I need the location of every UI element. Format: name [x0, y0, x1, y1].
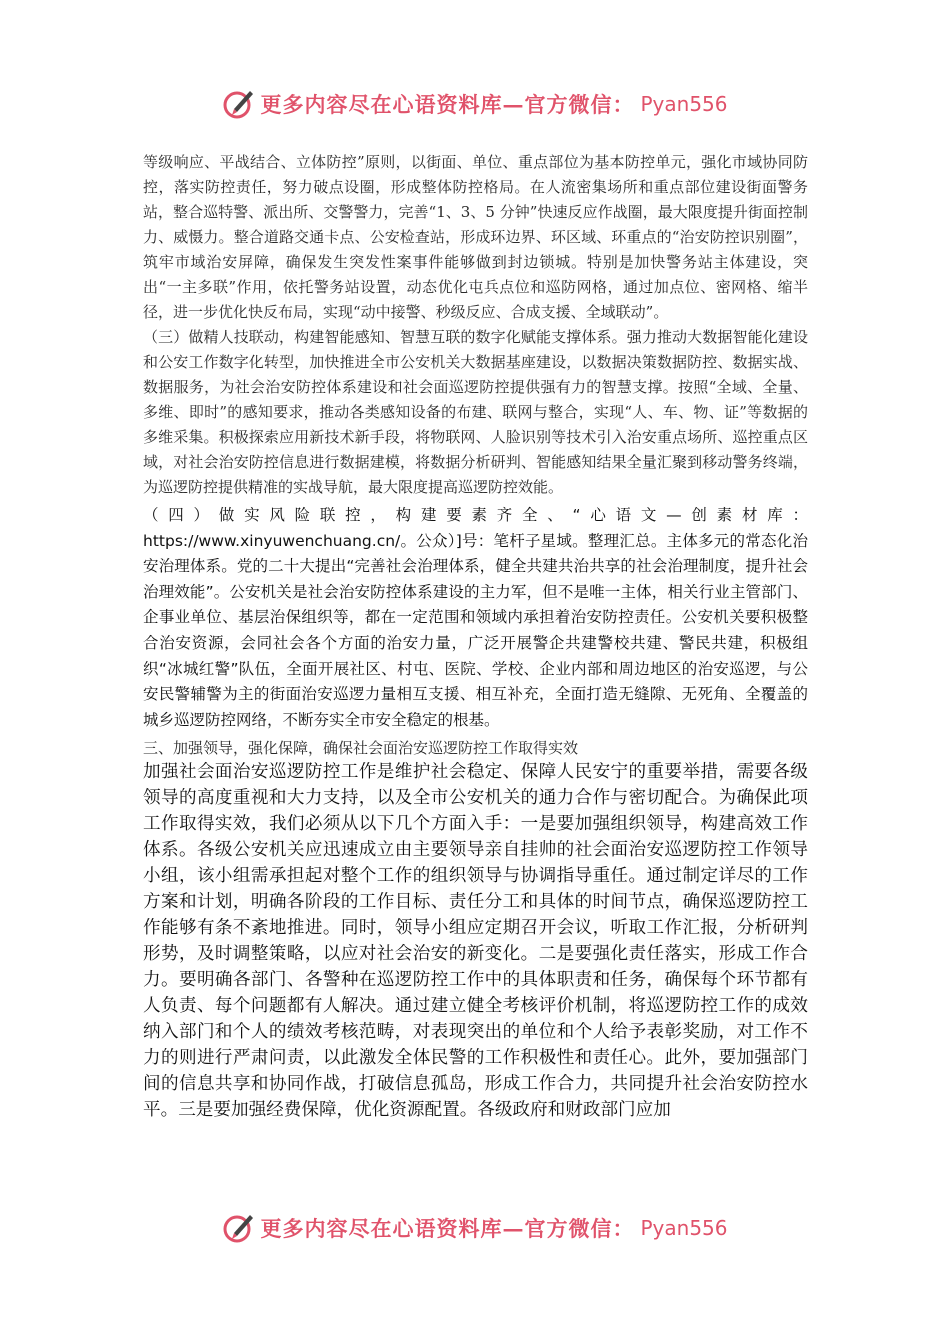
pen-logo-icon: [222, 87, 256, 121]
pen-logo-icon: [222, 1211, 256, 1245]
paragraph-patrol-response: 等级响应、平战结合、立体防控”原则，以街面、单位、重点部位为基本防控单元，强化市域协同防控，落实防控责任，努力破点设圈，形成整体防控格局。在人流密集场所和重点部位建设街面警务站，整合巡特警、派出所、交警警力，完善“1、3、5 分钟”快速反应作战圈，最大限度提升街面控制力、威慑力。整合道路交通卡点、公安检查站，形成环边界、环区域、环重点的“治安防控识别圈”，筑牢市域治安屏障，确保发生突发性案事件能够做到封边锁城。特别是加快警务站主体建设，突出“一主多联”作用，依托警务站设置，动态优化屯兵点位和巡防网格，通过加点位、密网格、缩半径，进一步优化快反布局，实现“动中接警、秒级反应、合成支援、全域联动”。: [143, 153, 808, 321]
footer-wechat-id: Pyan556: [640, 1216, 728, 1240]
document-body: [143, 150, 808, 1123]
header-wechat-id: Pyan556: [640, 92, 728, 116]
footer-banner-text: 更多内容尽在心语资料库—官方微信：: [260, 1216, 635, 1241]
header-banner-text: 更多内容尽在心语资料库—官方微信：: [260, 92, 635, 117]
paragraph-risk-control: （四）做实风险联控，构建要素齐全、“心语文—创素材库：https://www.xinyuwenchuang.cn/。公众）]号：笔杆子星域。整理汇总。主体多元的常态化治安治理体系。党的二十大提出“完善社会治理体系，健全共建共治共享的社会治理制度，提升社会治理效能”。公安机关是社会治安防控体系建设的主力军，但不是唯一主体，相关行业主管部门、企事业单位、基层治保组织等，都在一定范围和领域内承担着治安防控责任。公安机关要积极整合治安资源，会同社会各个方面的治安力量，广泛开展警企共建警校共建、警民共建，积极组织“冰城红警”队伍，全面开展社区、村屯、医院、学校、企业内部和周边地区的治安巡逻，与公安民警辅警为主的街面治安巡逻力量相互支援、相互补充，全面打造无缝隙、无死角、全覆盖的城乡巡逻防控网络，不断夯实全市安全稳定的根基。: [143, 506, 808, 729]
header-banner: [0, 84, 950, 124]
footer-banner: [0, 1208, 950, 1248]
section-heading-leadership: 三、加强领导，强化保障，确保社会面治安巡逻防控工作取得实效: [143, 739, 579, 758]
paragraph-tech-linkage: （三）做精人技联动，构建智能感知、智慧互联的数字化赋能支撑体系。强力推动大数据智能化建设和公安工作数字化转型，加快推进全市公安机关大数据基座建设，以数据决策数据防控、数据实战、数据服务，为社会治安防控体系建设和社会面巡逻防控提供强有力的智慧支撑。按照“全域、全量、多维、即时”的感知要求，推动各类感知设备的布建、联网与整合，实现“人、车、物、证”等数据的多维采集。积极探索应用新技术新手段，将物联网、人脸识别等技术引入治安重点场所、巡控重点区域，对社会治安防控信息进行数据建模，将数据分析研判、智能感知结果全量汇聚到移动警务终端，为巡逻防控提供精准的实战导航，最大限度提高巡逻防控效能。: [143, 328, 808, 496]
paragraph-leadership-guarantee: 加强社会面治安巡逻防控工作是维护社会稳定、保障人民安宁的重要举措，需要各级领导的高度重视和大力支持，以及全市公安机关的通力合作与密切配合。为确保此项工作取得实效，我们必须从以下几个方面入手：一是要加强组织领导，构建高效工作体系。各级公安机关应迅速成立由主要领导亲自挂帅的社会面治安巡逻防控工作领导小组，该小组需承担起对整个工作的组织领导与协调指导重任。通过制定详尽的工作方案和计划，明确各阶段的工作目标、责任分工和具体的时间节点，确保巡逻防控工作能够有条不紊地推进。同时，领导小组应定期召开会议，听取工作汇报，分析研判形势，及时调整策略，以应对社会治安的新变化。二是要强化责任落实，形成工作合力。要明确各部门、各警种在巡逻防控工作中的具体职责和任务，确保每个环节都有人负责、每个问题都有人解决。通过建立健全考核评价机制，将巡逻防控工作的成效纳入部门和个人的绩效考核范畴，对表现突出的单位和个人给予表彰奖励，对工作不力的则进行严肃问责，以此激发全体民警的工作积极性和责任心。此外，要加强部门间的信息共享和协同作战，打破信息孤岛，形成工作合力，共同提升社会治安防控水平。三是要加强经费保障，优化资源配置。各级政府和财政部门应加: [143, 762, 808, 1121]
